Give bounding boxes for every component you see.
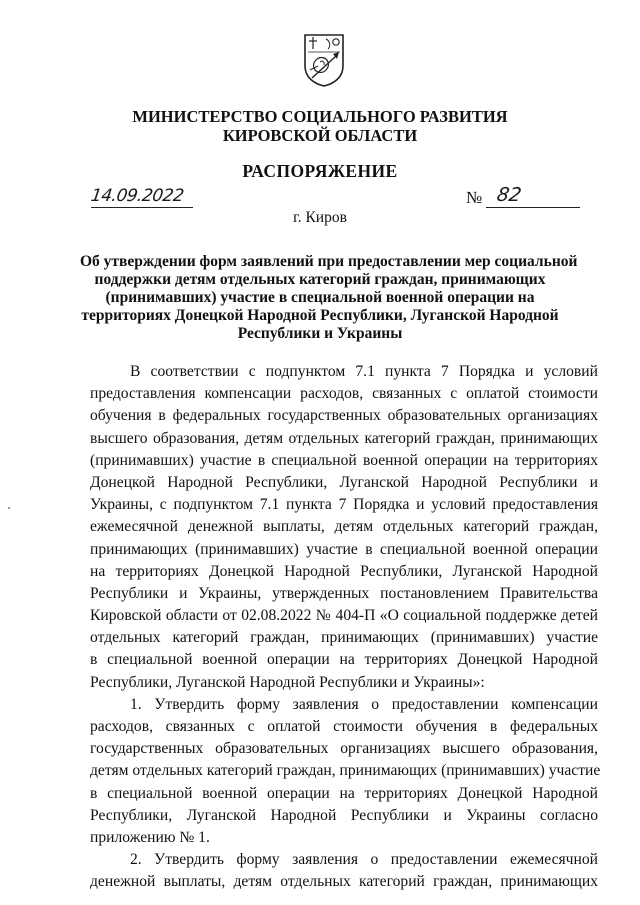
body-line: высшего образования, детям отдельных категорий граждан, принимающих xyxy=(90,429,598,447)
body-line: ежемесячной денежной выплаты, детям отдельных категорий граждан, xyxy=(90,518,598,536)
title-line: Республики и Украины xyxy=(237,325,403,342)
body-line: на территориях Донецкой Народной Республики, Луганской Народной xyxy=(90,562,598,580)
body-line: 2. Утвердить форму заявления о предоставлении ежемесячной xyxy=(130,851,598,869)
body-line: принимающих (принимавших) участие в специальной военной операции xyxy=(90,540,598,558)
body-line: обучения в федеральных государственных образовательных организациях xyxy=(90,407,598,425)
body-line: Республики и Украины, утвержденных постановлением Правительства xyxy=(90,584,598,602)
body-line: Республики, Луганской Народной Республики и Украины согласно xyxy=(90,806,598,824)
body-line: предоставления компенсации расходов, связанных с оплатой стоимости xyxy=(90,385,598,403)
body-line: Кировской области от 02.08.2022 № 404-П «О социальной поддержке детей xyxy=(90,607,598,625)
title-line: (принимавших) участие в специальной военной операции на xyxy=(105,289,535,306)
title-line: Об утверждении форм заявлений при предоставлении мер социальной xyxy=(80,253,578,270)
body-line: детям отдельных категорий граждан, принимающих (принимавших) участие xyxy=(90,762,601,780)
number-label: № xyxy=(466,188,483,207)
number-underline xyxy=(486,207,580,208)
body-line: в специальной военной операции на территориях Донецкой Народной xyxy=(90,784,598,802)
city-label: г. Киров xyxy=(293,209,347,226)
body-line: в специальной военной операции на территориях Донецкой Народной xyxy=(90,651,598,669)
document-type-heading: РАСПОРЯЖЕНИЕ xyxy=(242,161,398,181)
coat-of-arms-icon xyxy=(302,32,346,88)
title-line: территориях Донецкой Народной Республики, Луганской Народной xyxy=(81,307,559,324)
body-line: Украины, с подпунктом 7.1 пункта 7 Порядка и условий предоставления xyxy=(90,496,598,514)
body-line: денежной выплаты, детям отдельных категорий граждан, принимающих xyxy=(90,873,598,891)
body-line: расходов, связанных с оплатой стоимости обучения в федеральных xyxy=(90,718,598,735)
document-date-value: 14.09.2022 xyxy=(89,186,185,206)
body-line: (принимавших) участие в специальной военной операции на территориях xyxy=(90,451,598,469)
body-text xyxy=(90,361,601,894)
ministry-name-line-2: КИРОВСКОЙ ОБЛАСТИ xyxy=(222,126,418,145)
body-line: отдельных категорий граждан, принимающих (принимавших) участие xyxy=(90,629,598,647)
body-line: государственных образовательных организациях высшего образования, xyxy=(90,740,598,758)
body-line: Республики, Луганской Народной Республики и Украины»: xyxy=(90,673,485,691)
title-line: поддержки детям отдельных категорий граждан, принимающих xyxy=(94,271,546,288)
body-line: 1. Утвердить форму заявления о предоставлении компенсации xyxy=(130,695,598,713)
ministry-name-line-1: МИНИСТЕРСТВО СОЦИАЛЬНОГО РАЗВИТИЯ xyxy=(132,107,508,126)
body-line: Донецкой Народной Республики, Луганской Народной Республики и xyxy=(90,473,598,491)
document-number-value: 82 xyxy=(495,184,524,206)
body-line: приложению № 1. xyxy=(90,828,210,846)
scan-speck xyxy=(8,507,10,509)
date-underline xyxy=(91,207,193,208)
body-line: В соответствии с подпунктом 7.1 пункта 7 Порядка и условий xyxy=(130,363,598,380)
